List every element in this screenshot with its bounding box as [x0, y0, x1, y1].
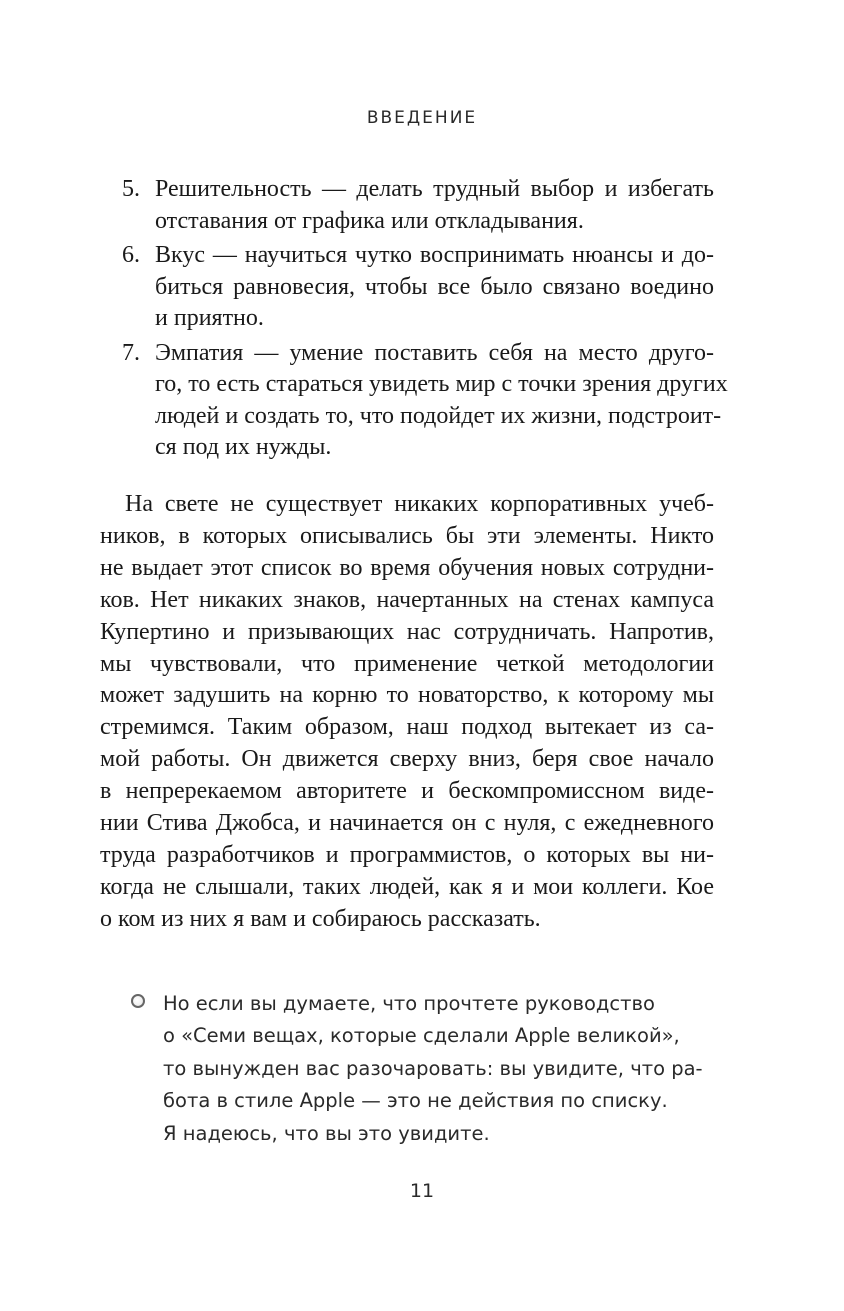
text-line: Решительность — делать трудный выбор и избегать	[155, 176, 714, 202]
list-item	[122, 240, 714, 335]
text-line: го, то есть стараться увидеть мир с точки зрения других	[155, 371, 728, 397]
text-line: биться равновесия, чтобы все было связано воедино	[155, 273, 714, 300]
text-line: людей и создать то, что подойдет их жизни, подстроит-	[155, 402, 722, 429]
list-item-number: 5.	[122, 176, 140, 202]
text-line: и приятно.	[155, 305, 264, 331]
page-number: 11	[409, 1180, 435, 1202]
text-line: то вынужден вас разочаровать: вы увидите, что ра-	[163, 1056, 703, 1080]
list-item	[122, 338, 728, 464]
text-line: стремимся. Таким образом, наш подход вытекает из са-	[100, 714, 714, 741]
text-line: бота в стиле Apple — это не действия по списку.	[163, 1089, 668, 1113]
text-line: когда не слышали, таких людей, как я и мои коллеги. Кое	[100, 873, 714, 900]
text-line: не выдает этот список во время обучения новых сотрудни-	[100, 554, 714, 581]
text-line: Вкус — научиться чутко воспринимать нюансы и до-	[155, 242, 714, 268]
text-line: о «Семи вещах, которые сделали Apple великой»,	[163, 1024, 680, 1048]
text-line: может задушить на корню то новаторство, к которому мы	[100, 682, 714, 709]
text-line: Я надеюсь, что вы это увидите.	[163, 1121, 490, 1145]
text-line: На свете не существует никаких корпоративных учеб-	[125, 491, 714, 517]
aside-text	[163, 988, 703, 1150]
numbered-list	[122, 174, 728, 467]
running-head: ВВЕДЕНИЕ	[366, 108, 478, 128]
text-line: мой работы. Он движется сверху вниз, беря свое начало	[100, 746, 714, 773]
list-item-text	[155, 174, 714, 237]
text-line: труда разработчиков и программистов, о которых вы ни-	[100, 841, 714, 868]
list-item-number: 7.	[122, 339, 140, 366]
list-item-number: 6.	[122, 242, 140, 268]
text-line: ков. Нет никаких знаков, начертанных на стенах кампуса	[100, 586, 714, 613]
text-line: Но если вы думаете, что прочтете руководство	[163, 992, 655, 1015]
text-line: мы чувствовали, что применение четкой методологии	[100, 650, 714, 677]
text-line: о ком из них я вам и собираюсь рассказать.	[100, 905, 541, 932]
text-line: Купертино и призывающих нас сотрудничать. Напротив,	[100, 618, 714, 645]
text-line: нии Стива Джобса, и начинается он с нуля, с ежедневного	[100, 810, 714, 837]
text-line: ся под их нужды.	[155, 434, 332, 460]
text-line: ников, в которых описывались бы эти элементы. Никто	[100, 522, 714, 549]
list-item-text	[155, 240, 714, 335]
circle-bullet-icon	[131, 994, 145, 1008]
list-item-text	[155, 338, 728, 464]
text-line: Эмпатия — умение поставить себя на место друго-	[155, 339, 714, 366]
text-line: отставания от графика или откладывания.	[155, 207, 584, 234]
list-item	[122, 174, 714, 237]
body-paragraph	[100, 489, 714, 936]
text-line: в непререкаемом авторитете и бескомпромиссном виде-	[100, 778, 714, 805]
